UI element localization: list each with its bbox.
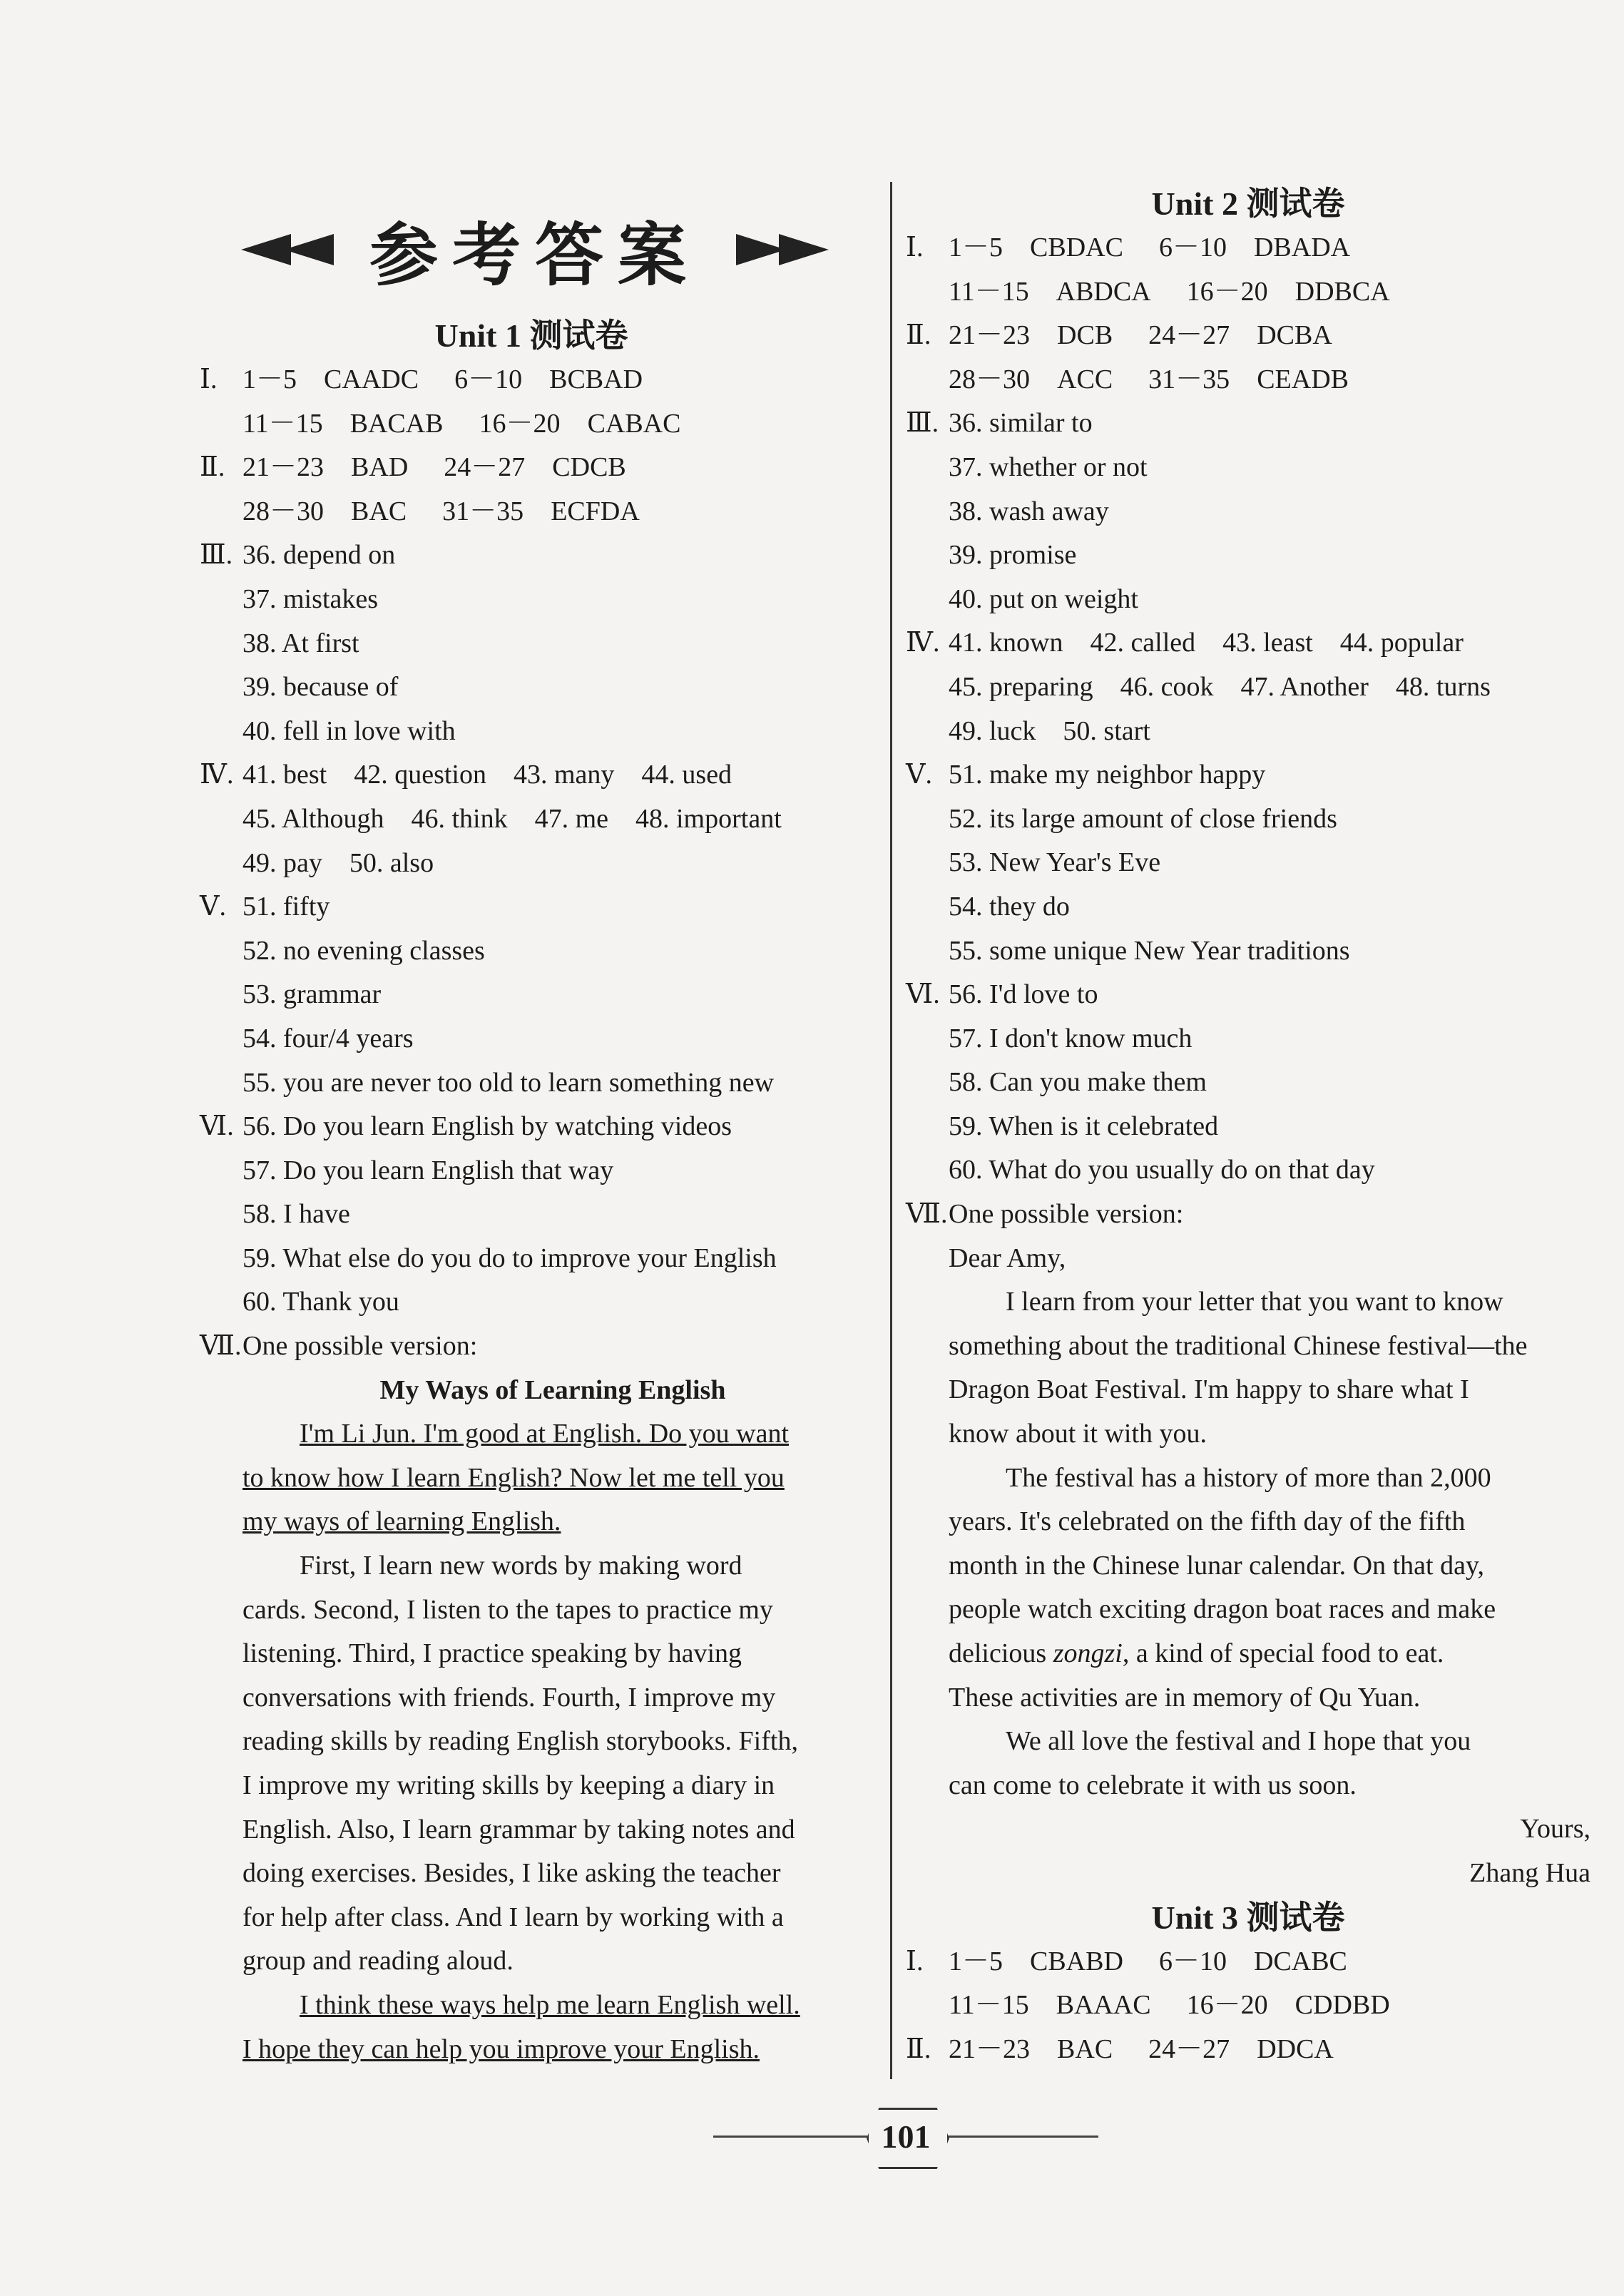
unit1-s2-line1: Ⅱ. 21－23 BAD 24－27 CDCB [200,452,626,483]
unit2-s6-item: 58. Can you make them [949,1067,1207,1098]
right-column [906,182,1590,2071]
unit2-s5-item: 52. its large amount of close friends [949,803,1337,834]
unit2-s3-item: 37. whether or not [949,451,1148,482]
letter-signature: Zhang Hua [1469,1857,1590,1888]
unit2-s4-line: 45. preparing 46. cook 47. Another 48. turns [949,671,1491,702]
unit2-s1-line2: 11－15 ABDCA 16－20 DDBCA [949,276,1390,307]
unit2-s3-item: 38. wash away [949,496,1109,526]
unit3-s1-line2: 11－15 BAAAC 16－20 CDDBD [949,1990,1390,2021]
unit1-s6-item: 60. Thank you [242,1287,399,1317]
unit1-s4-line: Ⅳ. 41. best 42. question 43. many 44. used [200,760,732,790]
unit1-s5-item: 55. you are never too old to learn something new [242,1067,775,1098]
unit2-s4-line: 49. luck 50. start [949,715,1150,746]
unit1-s6-item: 59. What else do you do to improve your English [242,1243,777,1273]
unit2-s6-item: 59. When is it celebrated [949,1111,1219,1141]
unit1-s3-item: 38. At first [242,628,359,658]
unit1-s4-line: 49. pay 50. also [242,847,434,878]
unit1-s5-item: 52. no evening classes [242,935,485,966]
unit2-s5-item: 54. they do [949,891,1070,922]
unit2-s3-item: Ⅲ. 36. similar to [906,408,1093,439]
letter-paragraph-2: The festival has a history of more than 2,000 years. It's celebrated on the fifth day of the fifth month in the Chinese lunar calendar. On that day, people watch exciting dragon boat races and make delicious zongzi, a kind of special food to eat. These activities are in memory of Qu Yuan. [949,1462,1496,1713]
unit2-s2-line2: 28－30 ACC 31－35 CEADB [949,364,1349,394]
unit1-s4-line: 45. Although 46. think 47. me 48. important [242,803,782,834]
unit2-s1-line1: Ⅰ. 1－5 CBDAC 6－10 DBADA [906,233,1351,262]
essay-paragraph-1: I'm Li Jun. I'm good at English. Do you want to know how I learn English? Now let me tell you my ways of learning English. [242,1419,790,1537]
unit2-s5-item: 53. New Year's Eve [949,847,1161,878]
unit3-title: Unit 3 测试卷 [1151,1899,1345,1936]
page-header [228,207,842,295]
unit2-s5-item: 55. some unique New Year traditions [949,935,1350,966]
essay-paragraph-2: First, I learn new words by making word cards. Second, I listen to the tapes to practice my listening. Third, I practice speaking by having conversations with friends. Fourth, I improve my reading skills by reading English storybooks. Fifth, I improve my writing skills by keeping a diary in English. Also, I learn grammar by taking notes and doing exercises. Besides, I like asking the teacher for help after class. And I learn by working with a group and reading aloud. [242,1551,798,1976]
unit2-title: Unit 2 测试卷 [1151,185,1345,222]
right-arrows-icon [743,234,829,265]
unit2-s4-line: Ⅳ. 41. known 42. called 43. least 44. popular [906,628,1464,658]
unit2-s7-intro: Ⅶ.One possible version: [906,1199,1184,1230]
unit1-s3-item: Ⅲ. 36. depend on [200,540,396,571]
unit1-s7-intro: Ⅶ.One possible version: [200,1331,478,1362]
unit1-s3-item: 37. mistakes [242,583,378,614]
unit1-title: Unit 1 测试卷 [434,317,628,354]
unit1-s5-item: Ⅴ. 51. fifty [200,892,330,922]
unit1-s6-item: 57. Do you learn English that way [242,1155,614,1185]
letter-paragraph-3: We all love the festival and I hope that you can come to celebrate it with us soon. [949,1726,1471,1800]
page-title: 参考答案 [369,215,700,295]
unit1-s5-item: 53. grammar [242,979,382,1010]
unit1-s2-line2: 28－30 BAC 31－35 ECFDA [242,496,640,526]
unit2-s3-item: 39. promise [949,540,1077,571]
letter-closing: Yours, [1520,1814,1590,1845]
unit1-s1-line2: 11－15 BACAB 16－20 CABAC [242,408,681,439]
letter-greeting: Dear Amy, [949,1243,1066,1273]
essay-title: My Ways of Learning English [379,1374,726,1405]
column-divider [890,182,892,2079]
letter-paragraph-1: I learn from your letter that you want to know something about the traditional Chinese festival—the Dragon Boat Festival. I'm happy to share what I know about it with you. [949,1287,1528,1449]
unit2-s6-item: Ⅵ. 56. I'd love to [906,979,1098,1010]
unit1-s6-item: Ⅵ. 56. Do you learn English by watching videos [200,1111,732,1142]
unit1-s5-item: 54. four/4 years [242,1023,414,1053]
unit2-s3-item: 40. put on weight [949,583,1138,614]
unit2-s5-item: Ⅴ. 51. make my neighbor happy [906,760,1266,790]
unit1-s3-item: 40. fell in love with [242,715,456,746]
unit2-s6-item: 57. I don't know much [949,1023,1193,1053]
unit1-s1-line1: Ⅰ. 1－5 CAADC 6－10 BCBAD [200,364,643,394]
page-number: 101 [881,2118,931,2155]
unit3-s2-line1: Ⅱ. 21－23 BAC 24－27 DDCA [906,2034,1334,2064]
left-column [200,314,863,2071]
unit1-s6-item: 58. I have [242,1199,350,1230]
essay-paragraph-3: I think these ways help me learn English well. I hope they can help you improve your English. [242,1989,800,2064]
unit2-s2-line1: Ⅱ. 21－23 DCB 24－27 DCBA [906,320,1332,351]
unit3-s1-line1: Ⅰ. 1－5 CBABD 6－10 DCABC [906,1946,1347,1976]
unit2-s6-item: 60. What do you usually do on that day [949,1155,1375,1185]
left-arrows-icon [241,234,327,265]
unit1-s3-item: 39. because of [242,672,399,703]
